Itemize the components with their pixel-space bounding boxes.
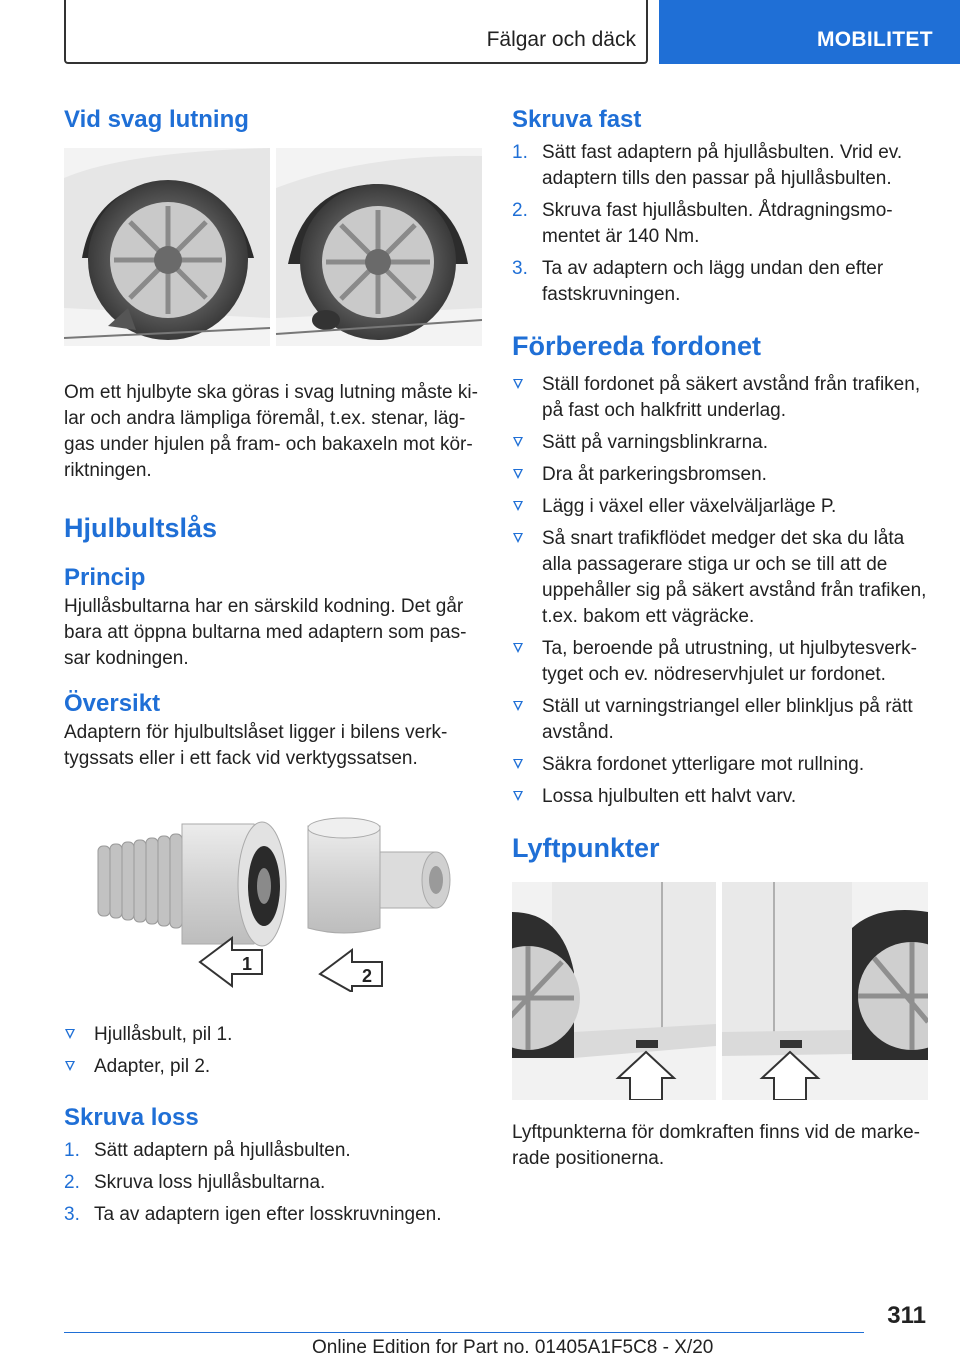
page-number: 311 (887, 1302, 926, 1329)
triangle-bullet-icon (513, 791, 523, 801)
lift-points-paragraph: Lyftpunkterna för domkraften finns vid de marke-rade positionerna. (512, 1122, 920, 1169)
list-item: Ställ ut varningstriangel eller blinkljus på rätt avstånd. (512, 694, 928, 746)
principle-heading: Princip (64, 564, 146, 591)
wheel-chock-figure (64, 148, 482, 346)
header-chapter-tab: MOBILITET (659, 0, 960, 64)
triangle-bullet-icon (65, 1061, 75, 1071)
list-item: 1. Sätt fast adaptern på hjullåsbulten. Vrid ev. adaptern tills den passar på hjullåsbulten. (512, 142, 903, 189)
loosen-steps (64, 1138, 482, 1228)
triangle-bullet-icon (513, 501, 523, 511)
list-item: Ta, beroende på utrustning, ut hjulbytesverk-tyget och ev. nödreservhjulet ur fordonet. (512, 636, 928, 688)
triangle-bullet-icon (513, 701, 523, 711)
overview-paragraph: Adaptern för hjulbultslåset ligger i bilens verk-tygssats eller i ett fack vid verktygssatsen. (64, 722, 448, 769)
list-item: 3. Ta av adaptern och lägg undan den efter fastskruvningen. (512, 258, 884, 305)
triangle-bullet-icon (513, 379, 523, 389)
list-item: Ställ fordonet på säkert avstånd från trafiken, på fast och halkfritt underlag. (512, 372, 928, 424)
list-item: Sätt på varningsblinkrarna. (512, 430, 928, 456)
list-item: Hjullåsbult, pil 1. (64, 1022, 482, 1048)
triangle-bullet-icon (513, 469, 523, 479)
list-item: 3. Ta av adaptern igen efter losskruvningen. (64, 1204, 442, 1225)
figure-label-1: 1 (242, 954, 253, 974)
list-item: Adapter, pil 2. (64, 1054, 482, 1080)
triangle-bullet-icon (65, 1029, 75, 1039)
tighten-steps (512, 140, 928, 308)
left-column (64, 100, 482, 1234)
list-item: 1. Sätt adaptern på hjullåsbulten. (64, 1140, 351, 1161)
footer-rule (64, 1332, 864, 1333)
right-column (512, 100, 928, 1172)
list-item: Dra åt parkeringsbromsen. (512, 462, 928, 488)
footer-edition: Online Edition for Part no. 01405A1F5C8 - X/20 (312, 1337, 714, 1358)
list-item: Lägg i växel eller växelväljarläge P. (512, 494, 928, 520)
triangle-bullet-icon (513, 759, 523, 769)
overview-heading: Översikt (64, 690, 161, 717)
header-section-box (64, 0, 648, 64)
principle-paragraph: Hjullåsbultarna har en särskild kodning. Det går bara att öppna bultarna med adaptern som pas-sar kodningen. (64, 596, 467, 669)
overview-list (64, 1022, 482, 1080)
loosen-heading: Skruva loss (64, 1104, 199, 1131)
list-item: Så snart trafikflödet medger det ska du låta alla passagerare stiga ur och se till att de uppehåller sig på säkert avstånd från trafiken, t.ex. bakom ett vägräcke. (512, 526, 928, 630)
list-item: Lossa hjulbulten ett halvt varv. (512, 784, 928, 810)
prepare-heading: Förbereda fordonet (512, 331, 762, 361)
slope-heading: Vid svag lutning (64, 106, 249, 133)
lift-points-heading: Lyftpunkter (512, 833, 660, 863)
triangle-bullet-icon (513, 437, 523, 447)
wheel-lock-figure (64, 812, 482, 992)
triangle-bullet-icon (513, 533, 523, 543)
prepare-list (512, 372, 928, 810)
list-item: 2. Skruva fast hjullåsbulten. Åtdragningsmo-mentet är 140 Nm. (512, 200, 893, 247)
triangle-bullet-icon (513, 643, 523, 653)
tighten-heading: Skruva fast (512, 106, 642, 133)
header-section-title: Fälgar och däck (486, 28, 636, 51)
figure-label-2: 2 (362, 966, 373, 986)
lift-points-figure (512, 882, 928, 1100)
list-item: 2. Skruva loss hjullåsbultarna. (64, 1172, 326, 1193)
slope-paragraph: Om ett hjulbyte ska göras i svag lutning måste ki-lar och andra lämpliga föremål, t.ex. stenar, läg-gas under hjulen på fram- och bakaxeln mot kör-riktningen. (64, 382, 478, 481)
list-item: Säkra fordonet ytterligare mot rullning. (512, 752, 928, 778)
wheel-lock-heading: Hjulbultslås (64, 513, 218, 543)
